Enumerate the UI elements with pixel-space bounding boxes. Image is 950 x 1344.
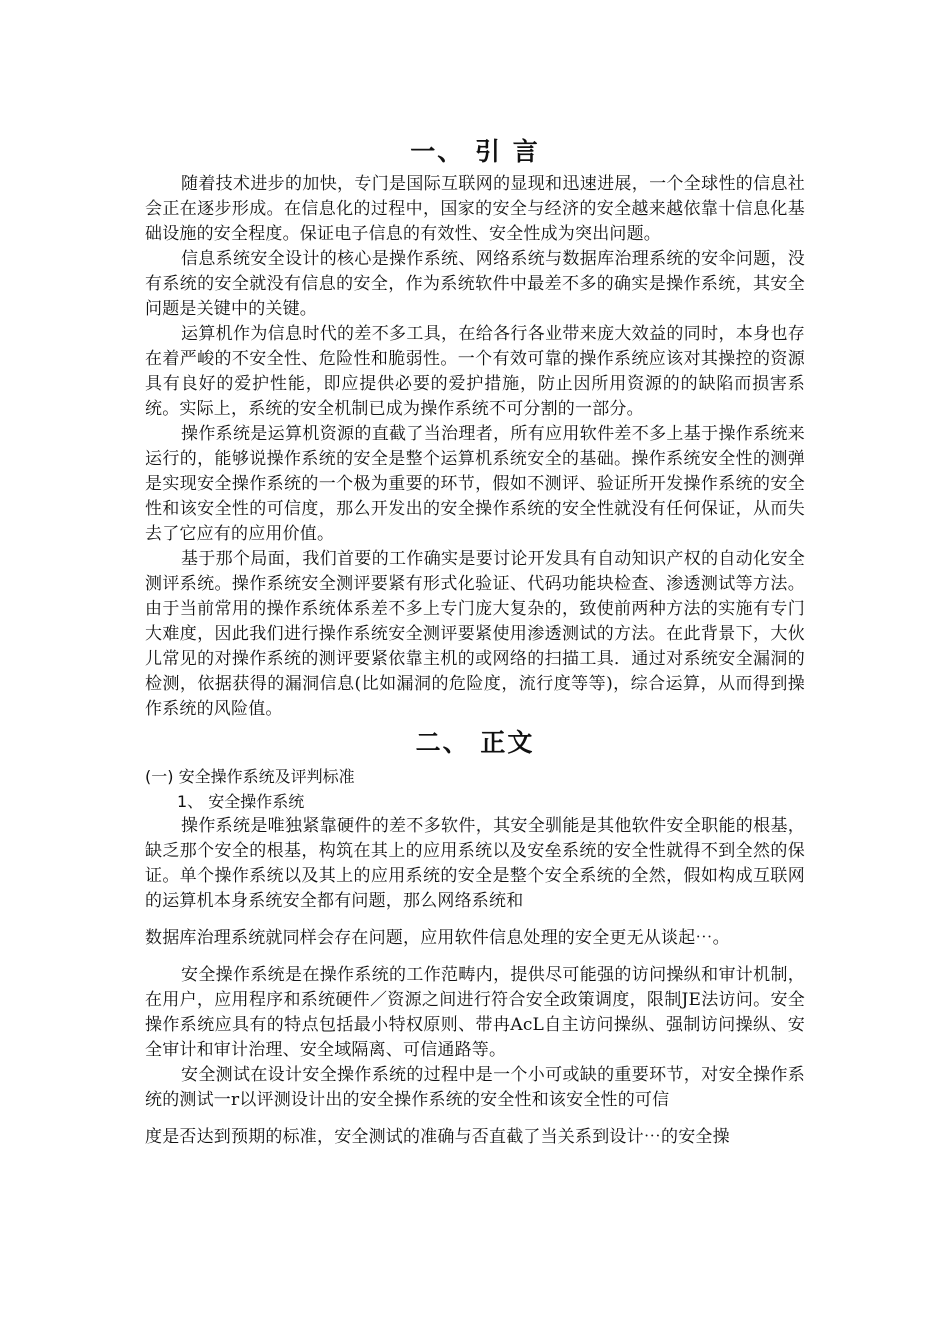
document-page	[145, 130, 805, 1150]
body-paragraph-1-continued: 数据库治理系统就同样会存在问题，应用软件信息处理的安全更无从谈起⋯。	[145, 928, 730, 948]
subsection-heading: (一) 安全操作系统及评判标准	[145, 767, 355, 786]
intro-paragraph-5: 基于那个局面，我们首要的工作确实是要讨论开发具有自动知识产权的自动化安全测评系统。操作系统安全测评要紧有形式化验证、代码功能块检查、渗透测试等方法。由于当前常用的操作系统体系差不多上专门庞大复杂的，致使前两种方法的实施有专门大难度，因此我们进行操作系统安全测评要紧使用渗透测试的方法。在此背景下，大伙儿常见的对操作系统的测评要紧依靠主机的或网络的扫描工具．通过对系统安全漏洞的检测，依据获得的漏洞信息(比如漏洞的危险度，流行度等等)，综合运算，从而得到操作系统的风险值。	[145, 549, 805, 719]
section-heading-body: 二、 正文	[415, 728, 535, 757]
body-paragraph-2: 安全操作系统是在操作系统的工作范畴内，提供尽可能强的访问操纵和审计机制，在用户，应用程序和系统硬件／资源之间进行符合安全政策调度，限制JE法访问。安全操作系统应具有的特点包括最小特权原则、带冉AcL自主访问操纵、强制访问操纵、安全审计和审计治理、安全域隔离、可信通路等。	[145, 965, 805, 1060]
section-heading-introduction: 一、 引 言	[410, 137, 540, 166]
intro-paragraph-2: 信息系统安全设计的核心是操作系统、网络系统与数据库治理系统的安伞问题，没有系统的安全就没有信息的安全，作为系统软件中最差不多的确实是操作系统，其安全问题是关键中的关键。	[145, 249, 805, 319]
intro-paragraph-4: 操作系统是运算机资源的直截了当治理者，所有应用软件差不多上基于操作系统来运行的，能够说操作系统的安全是整个运算机系统安全的基础。操作系统安全性的测弹是实现安全操作系统的一个极为重要的环节，假如不测评、验证所开发操作系统的安全性和该安全性的可信度，那么开发出的安全操作系统的安全性就没有任何保证，从而失去了它应有的应用价值。	[145, 424, 805, 544]
body-paragraph-1: 操作系统是唯独紧靠硬件的差不多软件，其安全驯能是其他软件安全职能的根基，缺乏那个安全的根基，构筑在其上的应用系统以及安垒系统的安全性就得不到全然的保证。单个操作系统以及其上的应用系统的安全是整个安全系统的全然，假如构成互联网的运算机本身系统安全都有问题，那么网络系统和	[145, 816, 805, 911]
intro-paragraph-3: 运算机作为信息时代的差不多工具，在给各行各业带来庞大效益的同时，本身也存在着严峻的不安全性、危险性和脆弱性。一个有效可靠的操作系统应该对其操控的资源具有良好的爱护性能，即应提供必要的爱护措施，防止因所用资源的的缺陷而损害系统。实际上，系统的安全机制已成为操作系统不可分割的一部分。	[145, 324, 805, 419]
body-paragraph-3: 安全测试在设计安全操作系统的过程中是一个小可或缺的重要环节，对安全操作系统的测试一r以评测设计出的安全操作系统的安全性和该安全性的可信	[145, 1065, 805, 1110]
intro-paragraph-1: 随着技术进步的加快，专门是国际互联网的显现和迅速进展，一个全球性的信息社会正在逐步形成。在信息化的过程中，国家的安全与经济的安全越来越依靠十信息化基础设施的安全程度。保证电子信息的有效性、安全性成为突出问题。	[145, 174, 805, 244]
body-paragraph-3-continued: 度是否达到预期的标准，安全测试的准确与否直截了当关系到设计⋯的安全操	[145, 1127, 730, 1147]
subsubsection-heading: 1、 安全操作系统	[177, 792, 305, 811]
